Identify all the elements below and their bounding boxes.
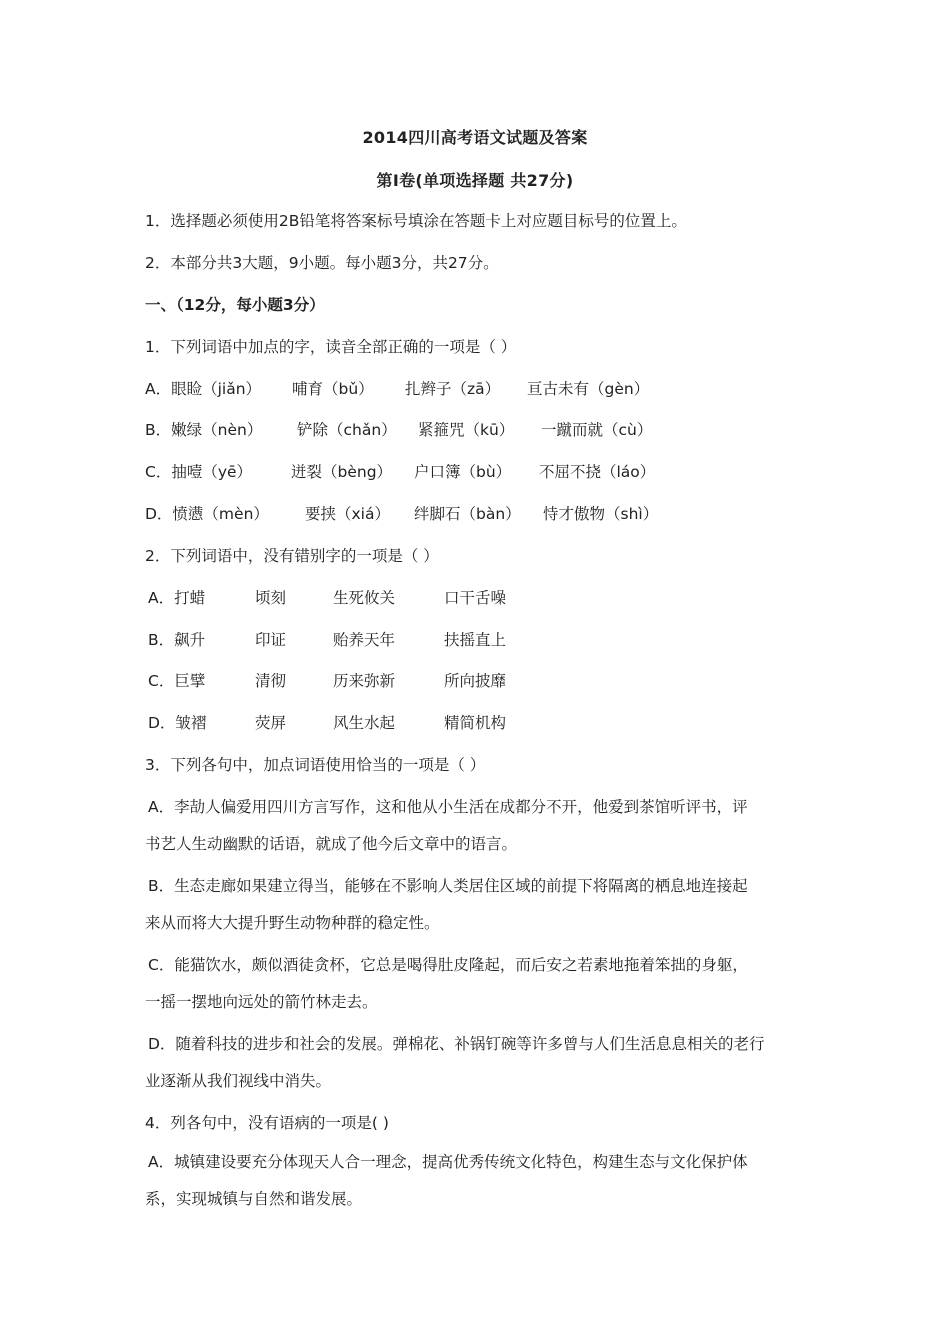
q4-option-a-line-2: 系，实现城镇与自然和谐发展。 xyxy=(145,1190,363,1208)
q1-a-word-3: 扎辫子（zā） xyxy=(405,380,501,398)
document-title: 2014四川高考语文试题及答案 xyxy=(362,128,588,147)
q1-d-word-1: D．愤懑（mèn） xyxy=(145,505,269,523)
q2-c-word-2: 清彻 xyxy=(255,672,287,690)
q3-option-d-line-2: 业逐渐从我们视线中消失。 xyxy=(145,1072,332,1090)
question-1-stem: 1．下列词语中加点的字，读音全部正确的一项是（ ） xyxy=(145,338,517,356)
q2-c-word-4: 所向披靡 xyxy=(444,672,507,690)
q2-d-word-2: 荧屏 xyxy=(255,714,287,732)
section-title: 第Ⅰ卷(单项选择题 共27分) xyxy=(376,171,574,190)
instruction-1: 1．选择题必须使用2B铅笔将答案标号填涂在答题卡上对应题目标号的位置上。 xyxy=(145,212,687,230)
question-4-stem: 4．列各句中，没有语病的一项是( ) xyxy=(145,1114,389,1132)
instruction-2: 2．本部分共3大题，9小题。每小题3分，共27分。 xyxy=(145,254,499,272)
q2-d-word-4: 精简机构 xyxy=(444,714,507,732)
q2-b-word-4: 扶摇直上 xyxy=(444,631,507,649)
q1-a-word-4: 亘古未有（gèn） xyxy=(527,380,650,398)
q4-option-a-line-1: A．城镇建设要充分体现天人合一理念，提高优秀传统文化特色，构建生态与文化保护体 xyxy=(148,1153,748,1171)
q2-c-word-3: 历来弥新 xyxy=(333,672,396,690)
q3-option-a-line-2: 书艺人生动幽默的话语，就成了他今后文章中的语言。 xyxy=(145,835,518,853)
q2-d-word-3: 风生水起 xyxy=(333,714,396,732)
q2-d-word-1: D．皱褶 xyxy=(148,714,207,732)
part-heading: 一、（12分，每小题3分） xyxy=(145,296,325,314)
q1-c-word-4: 不屈不挠（láo） xyxy=(539,463,656,481)
q1-d-word-3: 绊脚石（bàn） xyxy=(414,505,521,523)
q1-b-word-4: 一蹴而就（cù） xyxy=(541,421,653,439)
q2-a-word-3: 生死攸关 xyxy=(333,589,396,607)
q1-c-word-3: 户口簿（bù） xyxy=(414,463,512,481)
q3-option-b-line-1: B．生态走廊如果建立得当，能够在不影响人类居住区域的前提下将隔离的栖息地连接起 xyxy=(148,877,748,895)
q1-b-word-2: 铲除（chǎn） xyxy=(297,421,397,439)
q2-b-word-1: B．飙升 xyxy=(148,631,206,649)
q2-b-word-2: 印证 xyxy=(255,631,287,649)
q1-a-word-1: A．眼睑（jiǎn） xyxy=(145,380,262,398)
q3-option-d-line-1: D．随着科技的进步和社会的发展。弹棉花、补锅钉碗等许多曾与人们生活息息相关的老行 xyxy=(148,1035,765,1053)
q1-c-word-2: 迸裂（bèng） xyxy=(291,463,393,481)
q3-option-c-line-2: 一摇一摆地向远处的箭竹林走去。 xyxy=(145,993,378,1011)
q2-a-word-2: 顷刻 xyxy=(255,589,287,607)
q2-a-word-4: 口干舌噪 xyxy=(444,589,507,607)
q3-option-a-line-1: A．李劼人偏爱用四川方言写作，这和他从小生活在成都分不开，他爱到茶馆听评书，评 xyxy=(148,798,748,816)
q1-b-word-1: B．嫩绿（nèn） xyxy=(145,421,263,439)
q1-d-word-4: 恃才傲物（shì） xyxy=(543,505,659,523)
q2-c-word-1: C．巨擘 xyxy=(148,672,206,690)
q1-c-word-1: C．抽噎（yē） xyxy=(145,463,253,481)
q3-option-c-line-1: C．能猫饮水，颇似酒徒贪杯，它总是喝得肚皮隆起，而后安之若素地拖着笨拙的身躯， xyxy=(148,956,748,974)
q2-a-word-1: A．打蜡 xyxy=(148,589,206,607)
question-2-stem: 2．下列词语中，没有错别字的一项是（ ） xyxy=(145,547,439,565)
q3-option-b-line-2: 来从而将大大提升野生动物种群的稳定性。 xyxy=(145,914,440,932)
q1-d-word-2: 要挟（xiá） xyxy=(305,505,390,523)
q2-b-word-3: 贻养天年 xyxy=(333,631,396,649)
q1-b-word-3: 紧箍咒（kū） xyxy=(418,421,515,439)
question-3-stem: 3．下列各句中，加点词语使用恰当的一项是（ ） xyxy=(145,756,486,774)
q1-a-word-2: 哺育（bǔ） xyxy=(292,380,374,398)
